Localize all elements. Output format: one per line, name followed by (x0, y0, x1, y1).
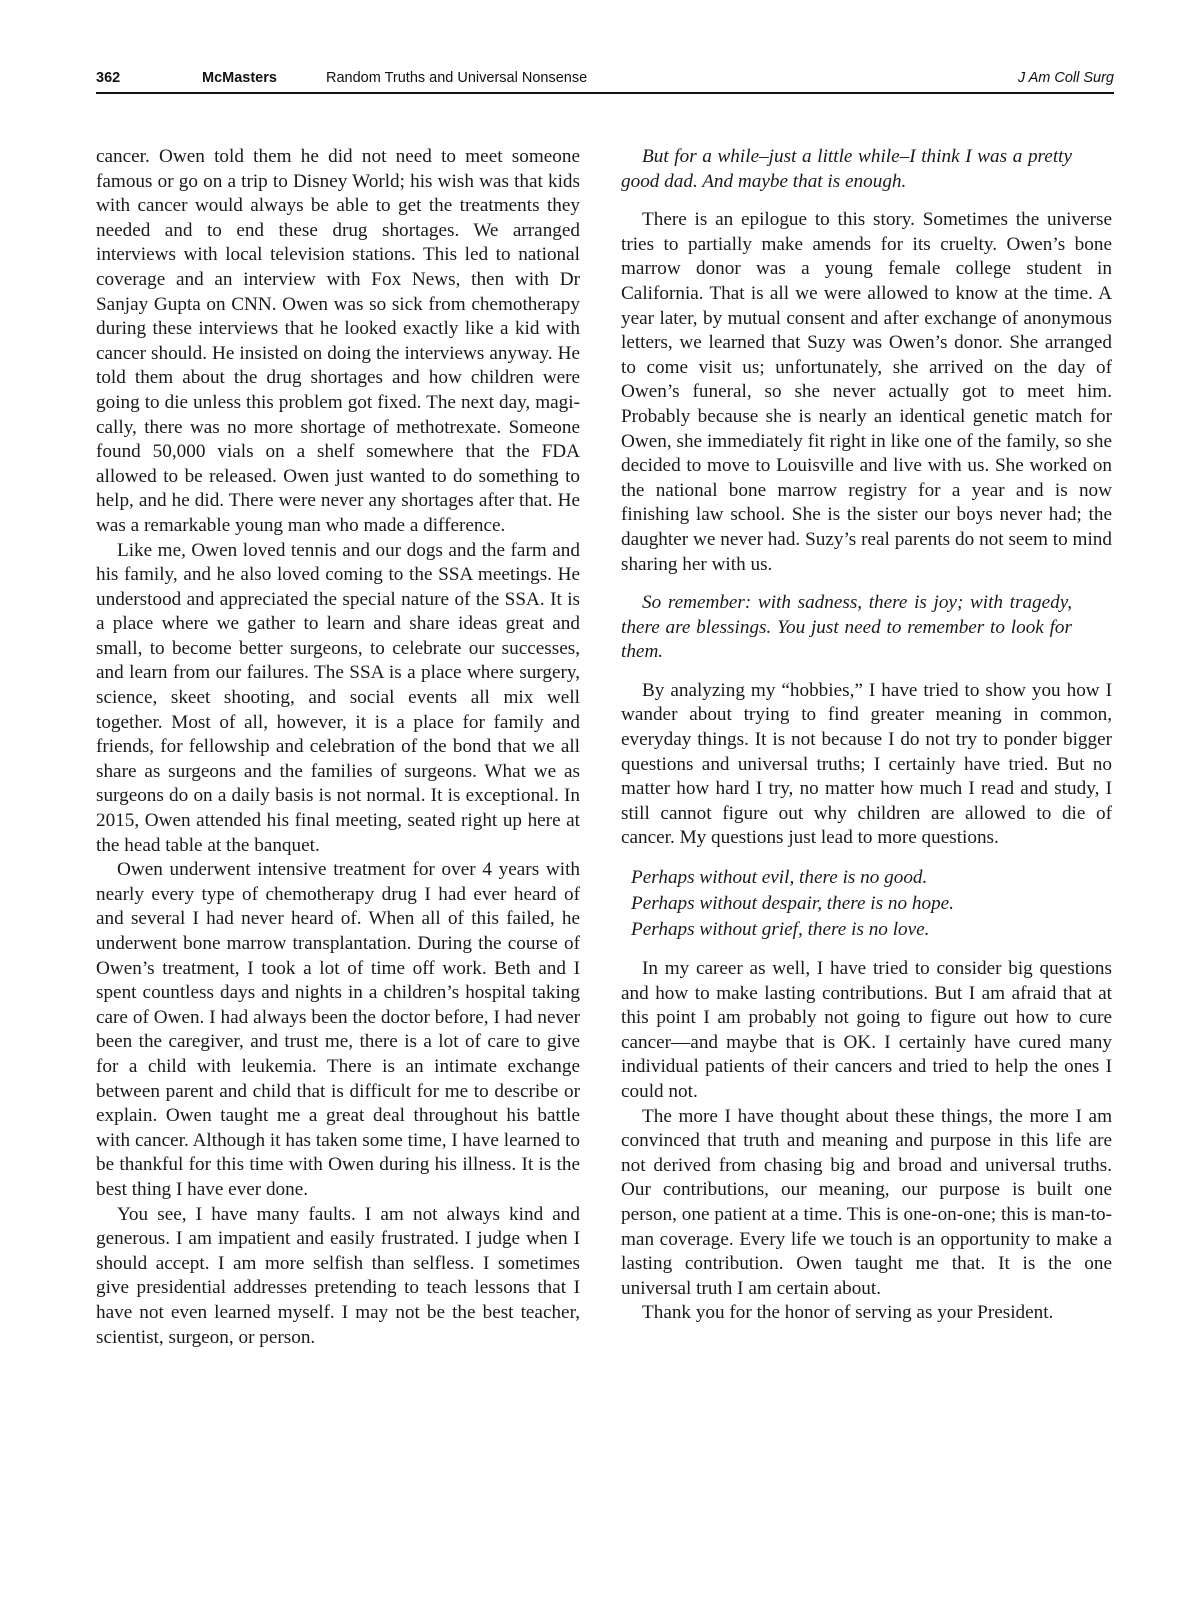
poem-line: Perhaps without despair, there is no hope. (631, 893, 954, 915)
block-quote: So remember: with sadness, there is joy; with tragedy, there are blessings. You just need to remember to look for them. (621, 592, 1072, 663)
journal-name: J Am Coll Surg (1017, 70, 1114, 86)
paragraph: The more I have thought about these things, the more I am convinced that truth and meaning and purpose in this life are not derived from chasing big and broad and universal truths. Our contributions, our meaning, our purpose is built one person, one patient at a time. This is one-on-one; this is man-to-man coverage. Every life we touch is an opportunity to make a lasting contribution. Owen taught me that. It is the one universal truth I am certain about. (621, 1105, 1112, 1299)
left-column (96, 145, 580, 1350)
running-title: Random Truths and Universal Nonsense (326, 70, 588, 86)
running-header (96, 66, 1114, 94)
paragraph: Thank you for the honor of serving as your President. (642, 1302, 1054, 1324)
poem-line: Perhaps without evil, there is no good. (631, 867, 928, 889)
paragraph: You see, I have many faults. I am not always kind and generous. I am impatient and easily frustrated. I judge when I should accept. I am more selfish than selfless. I sometimes give presidential addresses pretending to teach lessons that I have not even learned myself. I may not be the best teacher, scientist, surgeon, or person. (96, 1203, 580, 1348)
paragraph: There is an epilogue to this story. Sometimes the universe tries to partially make amends for its cruelty. Owen’s bone marrow donor was a young female college student in California. That is all we were allowed to know at the time. A year later, by mutual consent and after exchange of anonymous letters, we learned that Suzy was Owen’s donor. She arranged to come visit us; unfortunately, she arrived on the day of Owen’s funeral, so she never actually got to meet him. Probably because she is nearly an identical genetic match for Owen, she immediately fit right in like one of the family, so she decided to move to Louisville and live with us. She worked on the national bone marrow registry for a year and is now finishing law school. She is the sister our boys never had; the daughter we never had. Suzy’s real parents do not seem to mind sharing her with us. (621, 209, 1112, 575)
paragraph: Like me, Owen loved tennis and our dogs and the farm and his family, and he also loved coming to the SSA meetings. He understood and appreciated the special nature of the SSA. It is a place where we gather to learn and share ideas great and small, to become better surgeons, to celebrate our successes, and learn from our failures. The SSA is a place where surgery, science, skeet shooting, and social events all mix well together. Most of all, however, it is a place for family and friends, for fellowship and celebration of the bond that we all share as surgeons and the families of surgeons. What we as surgeons do on a daily basis is not normal. It is exceptional. In 2015, Owen attended his final meeting, seated right up here at the head table at the banquet. (96, 539, 580, 856)
page-number: 362 (96, 70, 121, 86)
right-column (621, 145, 1112, 1326)
paragraph: In my career as well, I have tried to consider big questions and how to make lasting contributions. But I am afraid that at this point I am probably not going to figure out how to cure cancer—and maybe that is OK. I certainly have cured many individual patients of their cancers and tried to help the ones I could not. (621, 958, 1112, 1102)
running-author: McMasters (202, 70, 277, 86)
poem-block (631, 865, 1112, 943)
paragraph: By analyzing my “hobbies,” I have tried to show you how I wander about trying to find greater meaning in common, everyday things. It is not because I do not try to ponder bigger questions and universal truths; I certainly have tried. But no matter how hard I try, no matter how much I read and study, I still cannot figure out why children are allowed to die of cancer. My questions just lead to more questions. (621, 679, 1112, 849)
poem-line: Perhaps without grief, there is no love. (631, 919, 930, 941)
block-quote: But for a while–just a little while–I think I was a pretty good dad. And maybe that is enough. (621, 146, 1072, 192)
paragraph: cancer. Owen told them he did not need to meet someone famous or go on a trip to Disney World; his wish was that kids with cancer would always be able to get the treatments they needed and to end these drug shortages. We arranged interviews with local television stations. This led to national coverage and an interview with Fox News, then with Dr Sanjay Gupta on CNN. Owen was so sick from chemotherapy during these interviews that he looked exactly like a kid with cancer should. He insisted on doing the interviews anyway. He told them about the drug shortages and how children were going to die unless this problem got fixed. The next day, magically, there was no more shortage of methotrexate. Someone found 50,000 vials on a shelf somewhere that the FDA allowed to be released. Owen just wanted to do something to help, and he did. There were never any shortages after that. He was a remarkable young man who made a difference. (96, 146, 580, 536)
paragraph: Owen underwent intensive treatment for over 4 years with nearly every type of chemotherapy drug I had ever heard of and several I had never heard of. When all of this failed, he underwent bone marrow transplantation. During the course of Owen’s treatment, I took a lot of time off work. Beth and I spent countless days and nights in a children’s hospital taking care of Owen. I had always been the doctor before, I had never been the caregiver, and trust me, there is a lot of care to give for a child with leukemia. There is an intimate exchange between parent and child that is difficult for me to describe or explain. Owen taught me a great deal throughout his battle with cancer. Although it has taken some time, I have learned to be thankful for this time with Owen during his illness. It is the best thing I have ever done. (96, 859, 580, 1200)
